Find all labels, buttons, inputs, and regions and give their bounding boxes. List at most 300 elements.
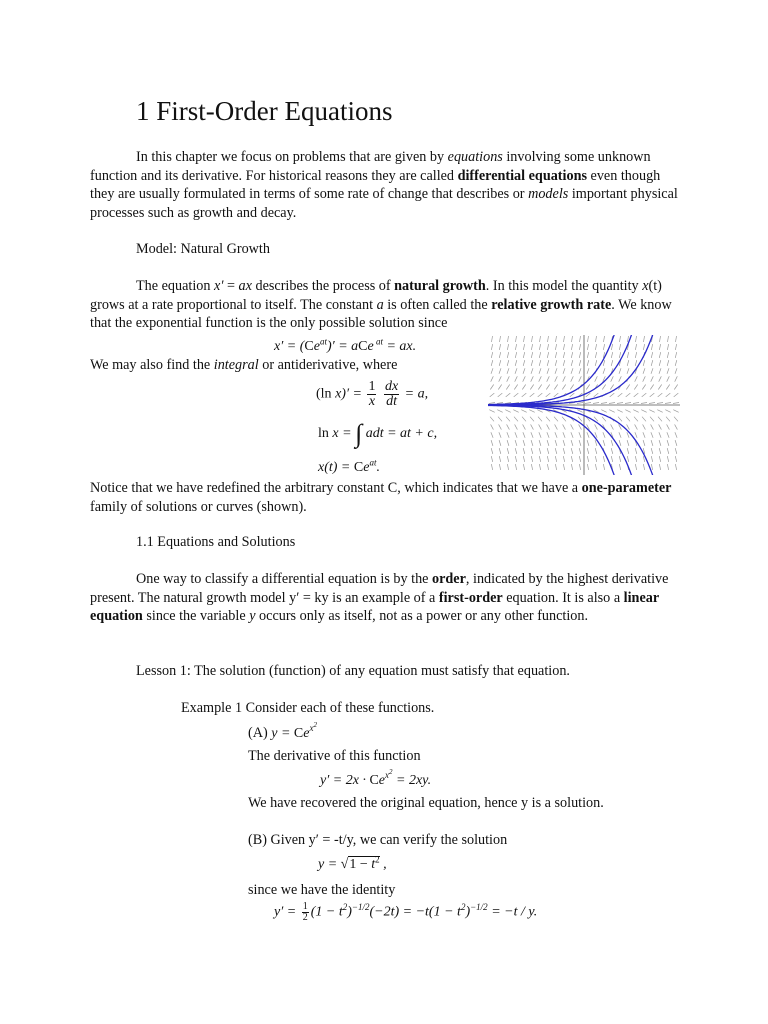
- classify-paragraph: [90, 570, 678, 626]
- slope-segment: [666, 393, 671, 397]
- slope-segment: [675, 456, 676, 462]
- slope-segment: [595, 344, 596, 350]
- slope-segment: [596, 336, 597, 342]
- slope-segment: [595, 440, 597, 446]
- slope-segment: [515, 432, 517, 438]
- slope-segment: [666, 385, 669, 390]
- slope-segment: [506, 393, 511, 397]
- equation-solution: $x(t) = Ce^{at}$.: [318, 457, 380, 475]
- slope-segment: [555, 360, 557, 366]
- growth-bold-relative-growth-rate: relative growth rate: [491, 296, 612, 313]
- slope-segment: [603, 344, 604, 350]
- slope-segment: [602, 385, 605, 390]
- lesson-line: Lesson 1: The solution (function) of any equation must satisfy that equation.: [136, 663, 570, 679]
- slope-segment: [603, 456, 604, 462]
- slope-segment: [611, 440, 613, 446]
- slope-segment: [555, 344, 556, 350]
- slope-segment: [627, 424, 630, 429]
- slope-segment: [643, 432, 645, 438]
- slope-segment: [563, 440, 565, 446]
- slope-segment: [651, 360, 653, 366]
- slope-segment: [603, 360, 605, 366]
- slope-segment: [563, 368, 565, 374]
- equation-log-integral: ln x = ∫ adt = at + c,: [318, 418, 438, 448]
- slope-segment: [564, 336, 565, 342]
- slope-segment: [651, 344, 652, 350]
- slope-segment: [548, 336, 549, 342]
- slope-segment: [587, 344, 588, 350]
- slope-segment: [546, 393, 551, 397]
- example-b-given: (B) Given y′ = -t/y, we can verify the solution: [248, 832, 508, 848]
- slope-segment: [651, 432, 653, 438]
- slope-segment: [522, 417, 526, 422]
- slope-segment: [635, 344, 636, 350]
- slope-segment: [547, 432, 549, 438]
- slope-segment: [602, 417, 606, 422]
- slope-segment: [523, 456, 524, 462]
- growth-text-6: is often called the: [383, 296, 492, 313]
- slope-segment: [499, 456, 500, 462]
- intro-emph-models: models: [528, 186, 569, 202]
- slope-segment: [587, 440, 589, 446]
- slope-segment: [491, 424, 494, 429]
- slope-segment: [611, 344, 612, 350]
- slope-segment: [659, 456, 660, 462]
- slope-segment: [651, 368, 653, 374]
- slope-segment: [555, 368, 557, 374]
- slope-segment: [538, 385, 541, 390]
- notice-text-1: Notice that we have redefined the arbitrary constant C, which indicates that we have a: [90, 480, 582, 496]
- slope-segment: [539, 464, 540, 470]
- slope-segment: [554, 385, 557, 390]
- slope-segment: [491, 344, 492, 350]
- slope-segment: [547, 376, 550, 381]
- notice-text-2: family of solutions or curves (shown).: [90, 498, 307, 515]
- slope-segment: [523, 464, 524, 470]
- slope-segment: [604, 336, 605, 342]
- math-x: x: [642, 278, 649, 294]
- growth-text-4: . In this model the quantity: [485, 278, 643, 294]
- slope-segment: [579, 368, 581, 374]
- slope-segment: [523, 344, 524, 350]
- slope-segment: [675, 344, 676, 350]
- slope-segment: [499, 440, 501, 446]
- slope-segment: [675, 368, 677, 374]
- slope-segment: [587, 352, 588, 358]
- slope-segment: [522, 393, 527, 397]
- slope-segment: [514, 417, 518, 422]
- slope-segment: [531, 376, 534, 381]
- slope-segment: [610, 385, 613, 390]
- slope-segment: [563, 456, 564, 462]
- slope-segment: [490, 385, 493, 390]
- slope-segment: [635, 432, 637, 438]
- slope-segment: [595, 448, 597, 454]
- slope-segment: [643, 344, 644, 350]
- slope-segment: [667, 448, 669, 454]
- slope-segment: [658, 417, 662, 422]
- slope-segment: [651, 440, 653, 446]
- slope-segment: [571, 448, 573, 454]
- slope-segment: [571, 360, 573, 366]
- slope-segment: [651, 456, 652, 462]
- classify-text-5: occurs only as itself, not as a power or any other function.: [255, 608, 589, 624]
- math-x-prime: x′: [214, 278, 224, 294]
- slope-segment: [491, 448, 493, 454]
- slope-segment: [627, 432, 629, 438]
- slope-segment: [617, 410, 622, 413]
- slope-segment: [667, 376, 670, 381]
- slope-segment: [506, 385, 509, 390]
- slope-segment: [636, 336, 637, 342]
- slope-segment: [539, 440, 541, 446]
- classify-text-2: , indicated by the highest derivative present. The natural growth model y′ = ky is an example of a: [90, 571, 669, 606]
- slope-segment: [635, 376, 638, 381]
- slope-segment: [523, 440, 525, 446]
- slope-segment: [491, 376, 494, 381]
- slope-segment: [491, 352, 492, 358]
- slope-segment: [515, 456, 516, 462]
- slope-segment: [579, 432, 581, 438]
- equation-a-derivative: $y' = 2x \cdot Ce^{x^2} = 2xy$.: [320, 768, 432, 788]
- slope-segment: [570, 393, 575, 397]
- slope-segment: [523, 368, 525, 374]
- slope-segment: [562, 385, 565, 390]
- slope-segment: [593, 403, 599, 404]
- intro-text-4: important physical processes such as growth and decay.: [90, 186, 678, 221]
- intro-emph-equations: equations: [447, 149, 503, 165]
- slope-segment: [673, 410, 678, 413]
- slope-segment: [499, 424, 502, 429]
- growth-text-7: .: [611, 296, 615, 313]
- slope-segment: [530, 393, 535, 397]
- slope-segment: [547, 352, 548, 358]
- slope-segment: [563, 424, 566, 429]
- page-title: 1 First-Order Equations: [136, 96, 393, 126]
- slope-segment: [627, 456, 628, 462]
- slope-segment: [643, 368, 645, 374]
- slope-segment: [499, 432, 501, 438]
- slope-segment: [563, 432, 565, 438]
- slope-segment: [601, 410, 606, 413]
- slope-segment: [667, 456, 668, 462]
- slope-segment: [563, 352, 564, 358]
- slope-segment: [547, 448, 549, 454]
- slope-segment: [523, 352, 524, 358]
- classify-text-4: since the variable: [142, 608, 250, 624]
- growth-text-1: The equation: [136, 278, 215, 294]
- slope-segment: [497, 403, 503, 404]
- slope-segment: [587, 432, 589, 438]
- example-a-line: [248, 721, 317, 744]
- slope-segment: [521, 410, 526, 413]
- slope-segment: [635, 464, 636, 470]
- slope-segment: [667, 352, 668, 358]
- slope-segment: [529, 410, 534, 413]
- slope-segment: [571, 352, 572, 358]
- slope-segment: [595, 360, 597, 366]
- slope-segment: [537, 410, 542, 413]
- slope-segment: [508, 336, 509, 342]
- direction-field-plot: [488, 335, 680, 475]
- notice-paragraph: [90, 479, 678, 516]
- growth-text-3: describes the process of: [251, 278, 395, 294]
- slope-segment: [555, 352, 556, 358]
- slope-segment: [489, 410, 494, 413]
- slope-segment: [659, 344, 660, 350]
- slope-segment: [539, 352, 540, 358]
- slope-segment: [587, 464, 588, 470]
- slope-segment: [572, 336, 573, 342]
- slope-segment: [667, 360, 669, 366]
- slope-segment: [571, 424, 574, 429]
- slope-segment: [532, 336, 533, 342]
- slope-segment: [579, 424, 582, 429]
- slope-segment: [619, 440, 621, 446]
- equation-a-function: $y = Ce^{x^2}$: [271, 721, 317, 741]
- slope-segment: [587, 368, 589, 374]
- slope-segment: [634, 417, 638, 422]
- slope-segment: [625, 403, 631, 404]
- slope-segment: [507, 456, 508, 462]
- example-a-derivative-text: The derivative of this function: [248, 748, 421, 764]
- growth-text-8: We know that the exponential function is the only possible solution since: [90, 296, 672, 331]
- slope-segment: [601, 403, 607, 404]
- slope-segment: [619, 464, 620, 470]
- slope-segment: [643, 360, 645, 366]
- slope-segment: [531, 440, 533, 446]
- slope-segment: [649, 403, 655, 404]
- slope-segment: [531, 360, 533, 366]
- slope-segment: [594, 393, 599, 397]
- classify-text-3: equation. It is also a: [502, 589, 624, 606]
- slope-segment: [489, 403, 495, 404]
- slope-segment: [498, 385, 501, 390]
- slope-segment: [609, 410, 614, 413]
- slope-segment: [522, 385, 525, 390]
- intro-paragraph: [90, 148, 678, 222]
- growth-bold-natural-growth: natural growth: [394, 278, 486, 294]
- slope-segment: [651, 352, 652, 358]
- slope-segment: [579, 456, 580, 462]
- slope-segment: [635, 448, 637, 454]
- integral-emph: integral: [213, 357, 259, 373]
- slope-segment: [657, 410, 662, 413]
- slope-segment: [651, 464, 652, 470]
- slope-segment: [595, 464, 596, 470]
- slope-segment: [491, 464, 492, 470]
- slope-segment: [531, 448, 533, 454]
- slope-segment: [579, 352, 580, 358]
- slope-segment: [515, 352, 516, 358]
- slope-segment: [571, 368, 573, 374]
- direction-field-svg: [488, 335, 680, 475]
- slope-segment: [507, 432, 509, 438]
- slope-segment: [667, 368, 669, 374]
- slope-segment: [577, 410, 582, 413]
- slope-segment: [587, 360, 589, 366]
- slope-segment: [515, 344, 516, 350]
- slope-segment: [659, 368, 661, 374]
- slope-segment: [675, 448, 677, 454]
- intro-bold-differential-equations: differential equations: [457, 167, 587, 184]
- slope-segment: [507, 440, 509, 446]
- slope-segment: [626, 393, 631, 397]
- slope-segment: [611, 360, 613, 366]
- slope-segment: [506, 417, 510, 422]
- slope-segment: [539, 424, 542, 429]
- slope-segment: [603, 432, 605, 438]
- slope-segment: [491, 456, 492, 462]
- slope-segment: [554, 393, 559, 397]
- slope-segment: [546, 385, 549, 390]
- slope-segment: [579, 464, 580, 470]
- slope-segment: [674, 393, 679, 397]
- slope-segment: [642, 417, 646, 422]
- slope-segment: [625, 410, 630, 413]
- slope-segment: [595, 424, 598, 429]
- slope-segment: [571, 464, 572, 470]
- slope-segment: [531, 344, 532, 350]
- slope-segment: [619, 368, 621, 374]
- slope-segment: [634, 385, 637, 390]
- slope-segment: [507, 376, 510, 381]
- slope-segment: [563, 464, 564, 470]
- slope-segment: [635, 456, 636, 462]
- integral-line: [90, 356, 397, 375]
- slope-segment: [515, 368, 517, 374]
- growth-paragraph: [90, 277, 678, 333]
- slope-segment: [643, 464, 644, 470]
- notice-bold-one-parameter: one-parameter: [581, 480, 672, 496]
- slope-segment: [667, 424, 670, 429]
- slope-segment: [643, 376, 646, 381]
- slope-segment: [499, 352, 500, 358]
- slope-segment: [667, 432, 669, 438]
- slope-segment: [609, 403, 615, 404]
- slope-segment: [499, 360, 501, 366]
- slope-segment: [633, 410, 638, 413]
- slope-segment: [516, 336, 517, 342]
- slope-segment: [659, 464, 660, 470]
- slope-segment: [659, 376, 662, 381]
- slope-segment: [619, 432, 621, 438]
- slope-segment: [507, 448, 509, 454]
- slope-segment: [650, 385, 653, 390]
- slope-segment: [554, 417, 558, 422]
- integral-text-1: We may also find the: [90, 357, 214, 373]
- slope-segment: [507, 344, 508, 350]
- slope-segment: [675, 464, 676, 470]
- slope-segment: [531, 352, 532, 358]
- slope-segment: [658, 385, 661, 390]
- slope-segment: [547, 368, 549, 374]
- slope-segment: [665, 403, 671, 404]
- slope-segment: [547, 456, 548, 462]
- slope-segment: [651, 376, 654, 381]
- slope-segment: [524, 336, 525, 342]
- slope-segment: [523, 376, 526, 381]
- slope-segment: [538, 417, 542, 422]
- slope-segment: [563, 376, 566, 381]
- slope-segment: [660, 336, 661, 342]
- intro-text-1: In this chapter we focus on problems that are given by: [136, 149, 448, 165]
- slope-segment: [515, 424, 518, 429]
- slope-segment: [579, 360, 581, 366]
- slope-segment: [555, 432, 557, 438]
- slope-segment: [585, 403, 591, 404]
- slope-segment: [675, 352, 676, 358]
- slope-segment: [555, 456, 556, 462]
- slope-segment: [619, 376, 622, 381]
- slope-segment: [642, 385, 645, 390]
- slope-segment: [626, 417, 630, 422]
- slope-segment: [563, 360, 565, 366]
- slope-segment: [515, 360, 517, 366]
- slope-segment: [588, 336, 589, 342]
- slope-segment: [555, 448, 557, 454]
- slope-segment: [492, 336, 493, 342]
- slope-segment: [531, 464, 532, 470]
- slope-segment: [676, 336, 677, 342]
- slope-segment: [499, 344, 500, 350]
- slope-segment: [675, 360, 677, 366]
- slope-segment: [555, 440, 557, 446]
- slope-segment: [674, 385, 677, 390]
- slope-segment: [547, 440, 549, 446]
- solution-curve: [488, 405, 654, 475]
- intro-text-3: even though they are usually formulated in terms of some rate of change that describes or: [90, 167, 661, 202]
- slope-segment: [650, 393, 655, 397]
- slope-segment: [675, 440, 677, 446]
- slope-segment: [491, 360, 493, 366]
- slope-segment: [531, 456, 532, 462]
- slope-segment: [619, 456, 620, 462]
- slope-segment: [507, 352, 508, 358]
- slope-segment: [547, 464, 548, 470]
- slope-segment: [675, 424, 678, 429]
- slope-segment: [619, 344, 620, 350]
- slope-segment: [491, 432, 493, 438]
- slope-segment: [627, 448, 629, 454]
- slope-segment: [618, 393, 623, 397]
- slope-segment: [627, 440, 629, 446]
- model-heading: Model: Natural Growth: [136, 241, 270, 257]
- slope-segment: [668, 336, 669, 342]
- slope-segment: [611, 456, 612, 462]
- slope-segment: [539, 448, 541, 454]
- example-b-identity: since we have the identity: [248, 882, 396, 898]
- slope-segment: [633, 403, 639, 404]
- classify-bold-linear-equation: linear equation: [90, 589, 659, 624]
- equation-b-identity: y′ = $\frac{1}{2}$ $(1 - t^2)^{-1/2}(-2t) = -t(1 - t^2)^{-1/2} = -t / y$.: [274, 901, 538, 923]
- slope-segment: [513, 410, 518, 413]
- slope-segment: [546, 417, 550, 422]
- integral-text-2: or antiderivative, where: [258, 357, 398, 373]
- slope-segment: [523, 360, 525, 366]
- slope-segment: [595, 376, 598, 381]
- slope-segment: [514, 393, 519, 397]
- slope-segment: [611, 448, 613, 454]
- slope-segment: [539, 360, 541, 366]
- math-a: a: [376, 296, 384, 313]
- slope-segment: [620, 336, 621, 342]
- slope-segment: [651, 424, 654, 429]
- slope-segment: [531, 424, 534, 429]
- slope-segment: [507, 464, 508, 470]
- slope-segment: [491, 440, 493, 446]
- equation-log-derivative: (ln x)′ = $\frac{1}{x}$ $\frac{dx}{dt}$ = a,: [316, 379, 429, 409]
